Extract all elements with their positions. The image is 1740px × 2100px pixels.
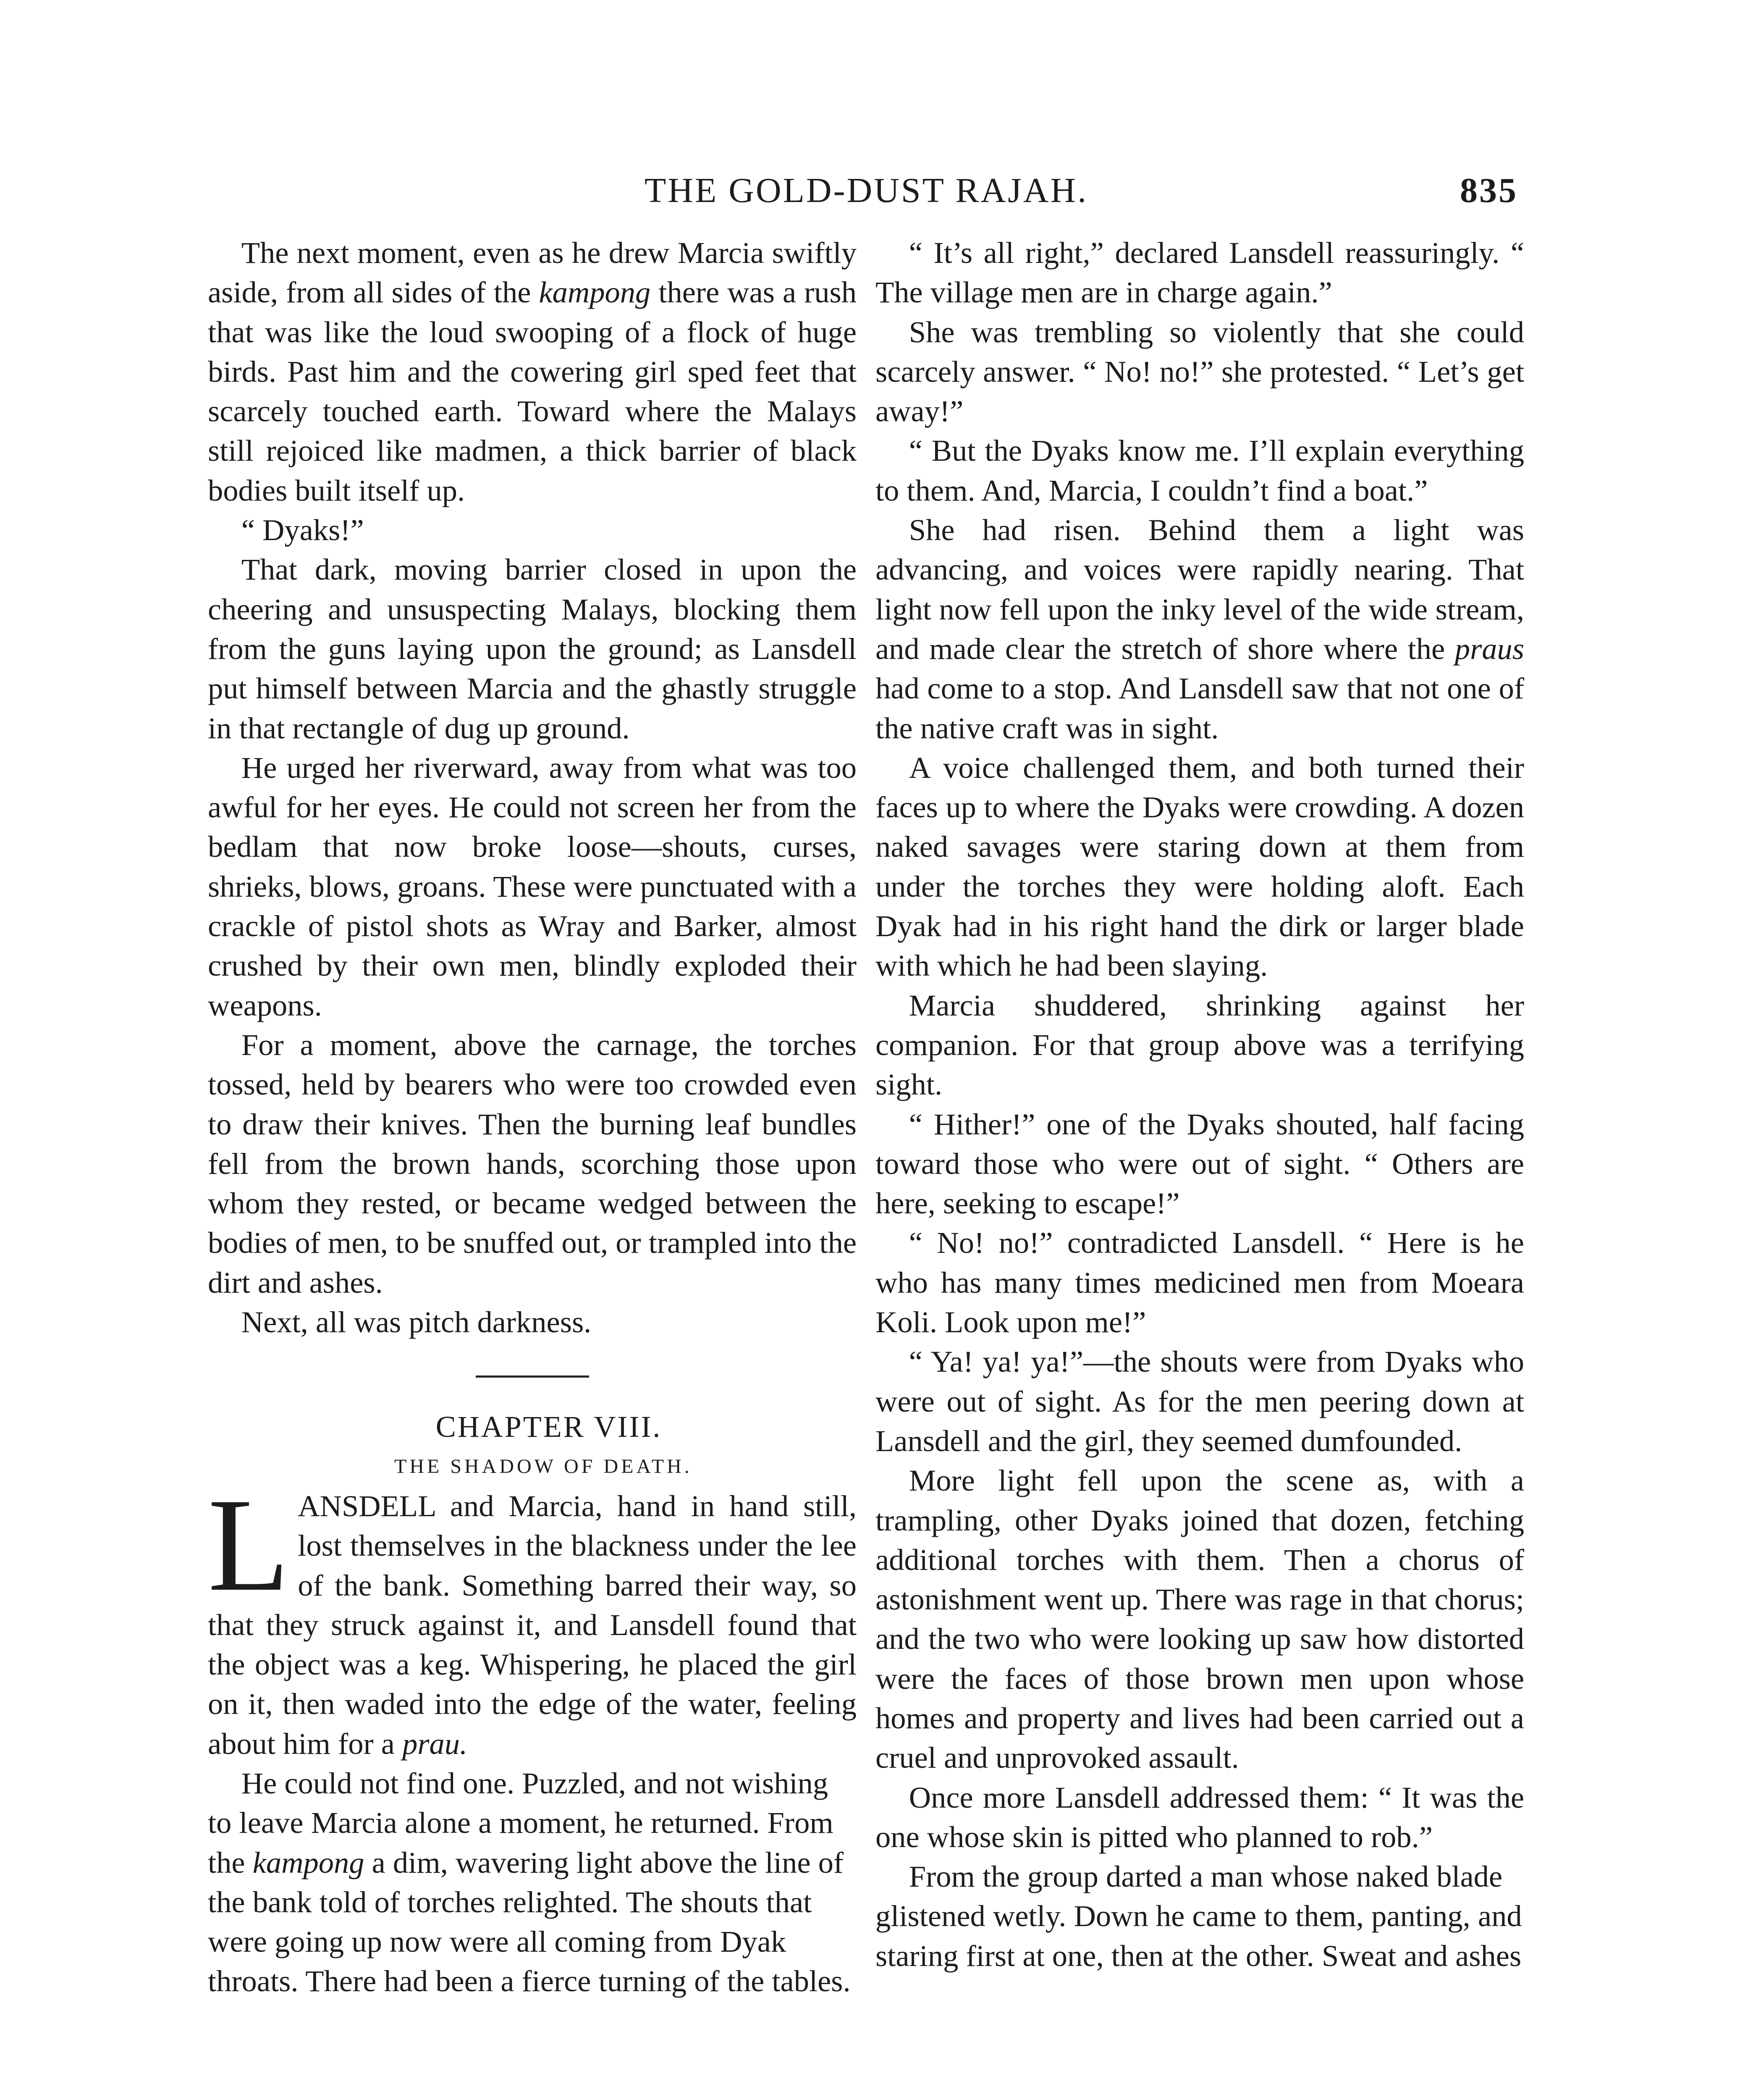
paragraph: “ It’s all right,” declared Lansdell reassuringly. “ The village men are in charge again.”	[875, 236, 1524, 310]
chapter-subtitle: THE SHADOW OF DEATH.	[394, 1455, 692, 1478]
paragraph: “ But the Dyaks know me. I’ll explain everything to them. And, Marcia, I couldn’t find a boat.”	[875, 433, 1524, 507]
paragraph: For a moment, above the carnage, the torches tossed, held by bearers who were too crowded even to draw their knives. Then the burning leaf bundles fell from the brown hands, scorching those upon whom they rested, or became wedged between the bodies of men, to be snuffed out, or trampled into the dirt and ashes.	[208, 1027, 857, 1299]
paragraph: “ Ya! ya! ya!”—the shouts were from Dyaks who were out of sight. As for the men peering down at Lansdell and the girl, they seemed dumfounded.	[875, 1344, 1524, 1458]
paragraph: He could not find one. Puzzled, and not wishing to leave Marcia alone a moment, he returned. From the kampong a dim, wavering light above the line of the bank told of torches relighted. The shouts that were going up now were all coming from Dyak throats. There had been a fierce turning of the tables.	[208, 1766, 851, 1998]
paragraph: The next moment, even as he drew Marcia swiftly aside, from all sides of the kampong there was a rush that was like the loud swooping of a flock of huge birds. Past him and the cowering girl sped feet that scarcely touched earth. Toward where the Malays still rejoiced like madmen, a thick barrier of black bodies built itself up.	[208, 236, 857, 507]
paragraph: Once more Lansdell addressed them: “ It was the one whose skin is pitted who planned to rob.”	[875, 1780, 1524, 1854]
paragraph: A voice challenged them, and both turned their faces up to where the Dyaks were crowding. A dozen naked savages were staring down at them from under the torches they were holding aloft. Each Dyak had in his right hand the dirk or larger blade with which he had been slaying.	[875, 750, 1524, 983]
paragraph: That dark, moving barrier closed in upon the cheering and unsuspecting Malays, blocking them from the guns laying upon the ground; as Lansdell put himself between Marcia and the ghastly struggle in that rectangle of dug up ground.	[208, 552, 857, 745]
right-column	[875, 233, 1524, 1976]
running-header	[208, 166, 1518, 225]
drop-cap: L	[208, 1470, 290, 1619]
paragraph: She had risen. Behind them a light was advancing, and voices were rapidly nearing. That light now fell upon the inky level of the wide stream, and made clear the stretch of shore where the praus had come to a stop. And Lansdell saw that not one of the native craft was in sight.	[875, 513, 1525, 745]
paragraph: Next, all was pitch darkness.	[241, 1305, 592, 1339]
paragraph: “ No! no!” contradicted Lansdell. “ Here is he who has many times medicined men from Moeara Koli. Look upon me!”	[875, 1226, 1524, 1339]
paragraph: “ Hither!” one of the Dyaks shouted, half facing toward those who were out of sight. “ Others are here, seeking to escape!”	[875, 1107, 1524, 1221]
left-column	[208, 233, 857, 2001]
italic-word: praus	[1454, 631, 1525, 666]
chapter-heading: CHAPTER VIII.	[435, 1410, 662, 1444]
running-title: THE GOLD-DUST RAJAH.	[645, 171, 1088, 210]
paragraph: LANSDELL and Marcia, hand in hand still, lost themselves in the blackness under the lee of the bank. Something barred their way, so that they struck against it, and Lansdell found that the object was a keg. Whispering, he placed the girl on it, then waded into the edge of the water, feeling about him for a prau.	[208, 1470, 857, 1761]
paragraph: From the group darted a man whose naked blade glistened wetly. Down he came to them, panting, and staring first at one, then at the other. Sweat and ashes	[875, 1859, 1522, 1973]
paragraph: More light fell upon the scene as, with a trampling, other Dyaks joined that dozen, fetching additional torches with them. Then a chorus of astonishment went up. There was rage in that chorus; and the two who were looking up saw how distorted were the faces of those brown men upon whose homes and property and lives had been carried out a cruel and unprovoked assault.	[875, 1463, 1524, 1775]
paragraph: He urged her riverward, away from what was too awful for her eyes. He could not screen her from the bedlam that now broke loose—shouts, curses, shrieks, blows, groans. These were punctuated with a crackle of pistol shots as Wray and Barker, almost crushed by their own men, blindly exploded their weapons.	[208, 750, 857, 1022]
italic-word: prau.	[402, 1726, 468, 1761]
section-divider	[476, 1376, 589, 1378]
paragraph: She was trembling so violently that she could scarcely answer. “ No! no!” she protested. “ Let’s get away!”	[875, 315, 1524, 428]
page-number: 835	[1460, 171, 1518, 210]
paragraph: Marcia shuddered, shrinking against her companion. For that group above was a terrifying sight.	[875, 988, 1524, 1102]
italic-word: kampong	[539, 275, 651, 310]
italic-word: kampong	[252, 1845, 364, 1880]
paragraph: “ Dyaks!”	[241, 513, 364, 547]
